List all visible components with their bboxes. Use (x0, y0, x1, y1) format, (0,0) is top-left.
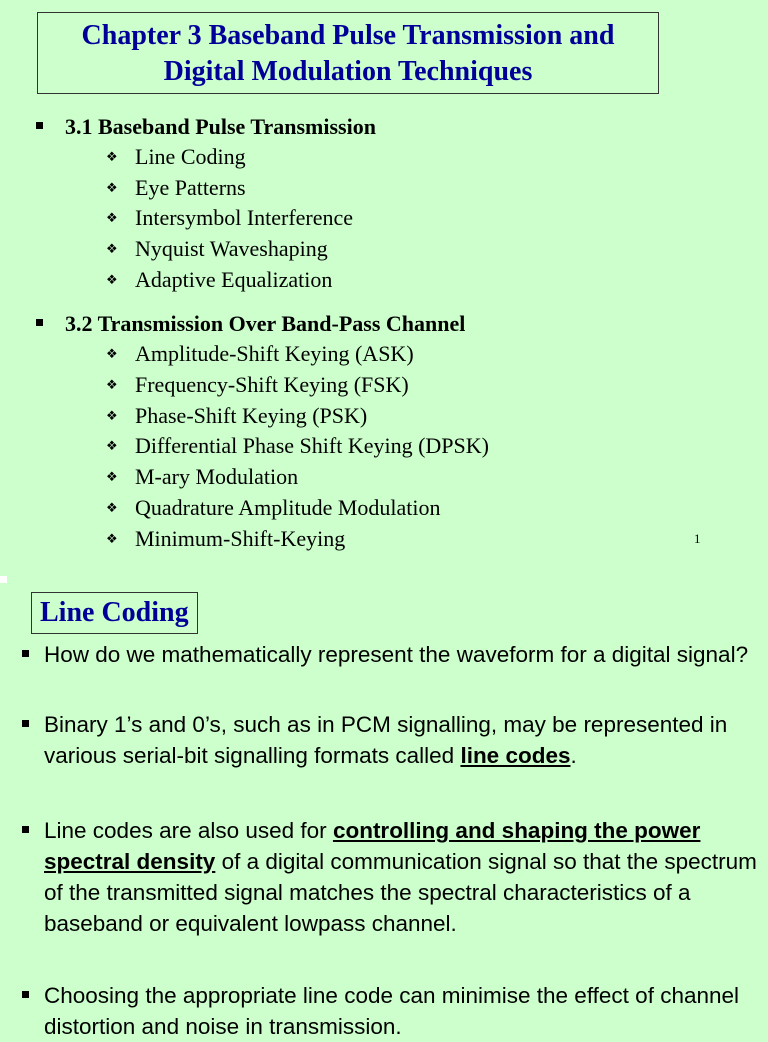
square-bullet-icon (22, 650, 29, 657)
diamond-bullet-icon: ❖ (106, 240, 118, 256)
diamond-bullet-icon: ❖ (106, 437, 118, 453)
list-item: ❖ Phase-Shift Keying (PSK) (106, 401, 367, 433)
title-line-1: Chapter 3 Baseband Pulse Transmission and (81, 20, 615, 51)
list-item: ❖ Differential Phase Shift Keying (DPSK) (106, 431, 489, 463)
section-heading-3-1: 3.1 Baseband Pulse Transmission (36, 112, 376, 142)
bullet-paragraph-4: Choosing the appropriate line code can minimise the effect of channel distortion and noise in transmission. (44, 983, 740, 1039)
list-item: ❖ Intersymbol Interference (106, 203, 353, 235)
diamond-bullet-icon: ❖ (106, 530, 118, 546)
diamond-bullet-icon: ❖ (106, 376, 118, 392)
square-bullet-icon (36, 122, 43, 129)
diamond-bullet-icon: ❖ (106, 468, 118, 484)
square-bullet-icon (22, 826, 29, 833)
list-item: ❖ Line Coding (106, 142, 246, 174)
square-bullet-icon (22, 720, 29, 727)
diamond-bullet-icon: ❖ (106, 209, 118, 225)
bullet-paragraph-3: Line codes are also used for controlling and shaping the power spectral density of a digital communication signal so that the spectrum of the transmitted signal matches the spectral characteristics of a baseband or equivalent lowpass channel. (44, 818, 757, 936)
slide-title-box (37, 12, 659, 94)
diamond-bullet-icon: ❖ (106, 179, 118, 195)
section-heading-3-2: 3.2 Transmission Over Band-Pass Channel (36, 309, 465, 339)
psd-term: controlling and shaping the power spectral density (44, 818, 701, 874)
list-item: ❖ M-ary Modulation (106, 462, 298, 494)
line-codes-term: line codes (460, 743, 571, 768)
diamond-bullet-icon: ❖ (106, 148, 118, 164)
list-item: ❖ Nyquist Waveshaping (106, 234, 328, 266)
slide-corner-marker (0, 576, 7, 583)
list-item: ❖ Amplitude-Shift Keying (ASK) (106, 339, 414, 371)
list-item: ❖ Quadrature Amplitude Modulation (106, 493, 441, 525)
list-item: ❖ Frequency-Shift Keying (FSK) (106, 370, 409, 402)
bullet-paragraph-1: How do we mathematically represent the waveform for a digital signal? (44, 642, 749, 667)
list-item: ❖ Minimum-Shift-Keying (106, 524, 345, 556)
page-number: 1 (694, 531, 701, 546)
slide-2-title: Line Coding (31, 592, 198, 634)
title-line-2: Digital Modulation Techniques (163, 56, 533, 87)
square-bullet-icon (36, 319, 43, 326)
bullet-paragraph-2: Binary 1’s and 0’s, such as in PCM signalling, may be represented in various serial-bit signalling formats called line codes. (44, 712, 728, 768)
diamond-bullet-icon: ❖ (106, 345, 118, 361)
diamond-bullet-icon: ❖ (106, 407, 118, 423)
list-item: ❖ Adaptive Equalization (106, 265, 332, 297)
square-bullet-icon (22, 991, 29, 998)
diamond-bullet-icon: ❖ (106, 271, 118, 287)
list-item: ❖ Eye Patterns (106, 173, 246, 205)
diamond-bullet-icon: ❖ (106, 499, 118, 515)
